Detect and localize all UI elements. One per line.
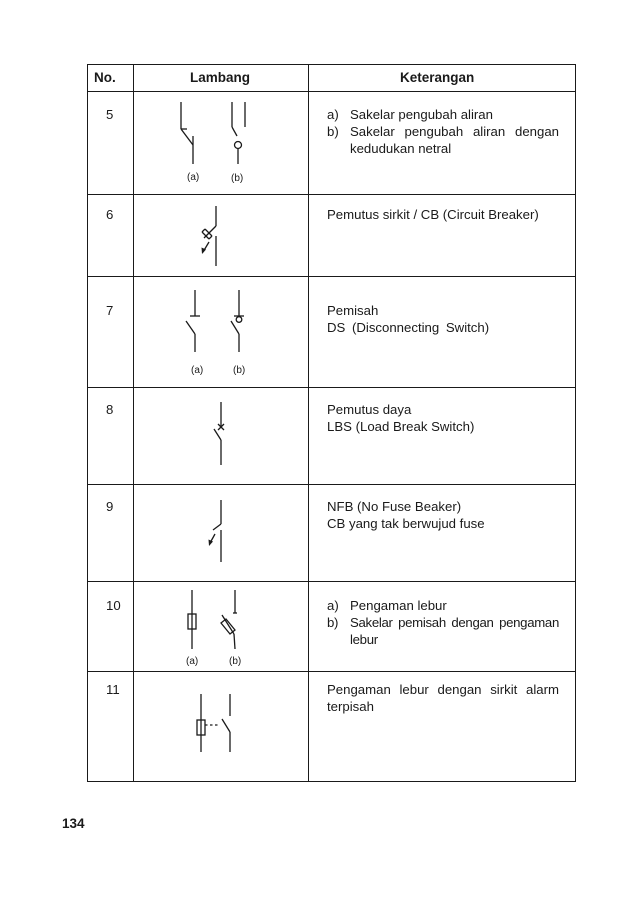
description-line: Pengaman lebur xyxy=(350,598,447,613)
list-marker: a) xyxy=(327,598,339,613)
row-number: 8 xyxy=(106,402,114,417)
load-break-switch-symbol xyxy=(205,398,235,470)
page-number: 134 xyxy=(62,816,85,831)
row-number: 7 xyxy=(106,303,114,318)
list-marker: a) xyxy=(327,107,339,122)
description-line: kedudukan netral xyxy=(350,141,452,156)
row-description xyxy=(327,681,559,715)
fuse-with-alarm-circuit-symbol xyxy=(186,690,246,762)
row-description xyxy=(327,302,559,336)
changeover-switch-symbols xyxy=(170,98,260,188)
row-description xyxy=(327,106,559,157)
row-description xyxy=(327,498,559,532)
symbol-label-a: (a) xyxy=(191,365,204,376)
symbol-label-a: (a) xyxy=(187,172,200,183)
description-line: lebur xyxy=(350,632,378,647)
description-line: Sakelar pengubah aliran dengan xyxy=(350,124,559,139)
row-description xyxy=(327,206,559,223)
row-description xyxy=(327,401,559,435)
row-number: 9 xyxy=(106,499,114,514)
circuit-breaker-symbol xyxy=(192,202,232,272)
disconnecting-switch-symbols xyxy=(175,286,255,378)
description-line: LBS (Load Break Switch) xyxy=(327,419,475,434)
header-no: No. xyxy=(94,70,116,85)
symbol-label-b: (b) xyxy=(231,173,244,184)
description-line: Pemisah xyxy=(327,303,379,318)
description-line: DS (Disconnecting Switch) xyxy=(327,320,490,335)
fuse-symbols xyxy=(172,586,252,668)
description-line: CB yang tak berwujud fuse xyxy=(327,516,485,531)
row-number: 5 xyxy=(106,107,114,122)
description-line: terpisah xyxy=(327,699,374,714)
description-line: Sakelar pengubah aliran xyxy=(350,107,493,122)
symbol-label-a: (a) xyxy=(186,656,199,667)
description-line: Sakelar pemisah dengan pengaman xyxy=(350,615,559,630)
description-line: Pengaman lebur dengan sirkit alarm xyxy=(327,682,559,697)
row-number: 11 xyxy=(106,682,120,697)
list-marker: b) xyxy=(327,124,339,139)
header-description: Keterangan xyxy=(400,70,475,85)
symbol-label-b: (b) xyxy=(233,365,246,376)
no-fuse-breaker-symbol xyxy=(200,496,240,568)
description-line: Pemutus sirkit / CB (Circuit Breaker) xyxy=(327,207,539,222)
row-number: 10 xyxy=(106,598,121,613)
description-line: Pemutus daya xyxy=(327,402,412,417)
list-marker: b) xyxy=(327,615,339,630)
row-number: 6 xyxy=(106,207,114,222)
symbol-label-b: (b) xyxy=(229,656,242,667)
header-symbol: Lambang xyxy=(190,70,251,85)
row-description xyxy=(327,597,559,648)
description-line: NFB (No Fuse Beaker) xyxy=(327,499,462,514)
